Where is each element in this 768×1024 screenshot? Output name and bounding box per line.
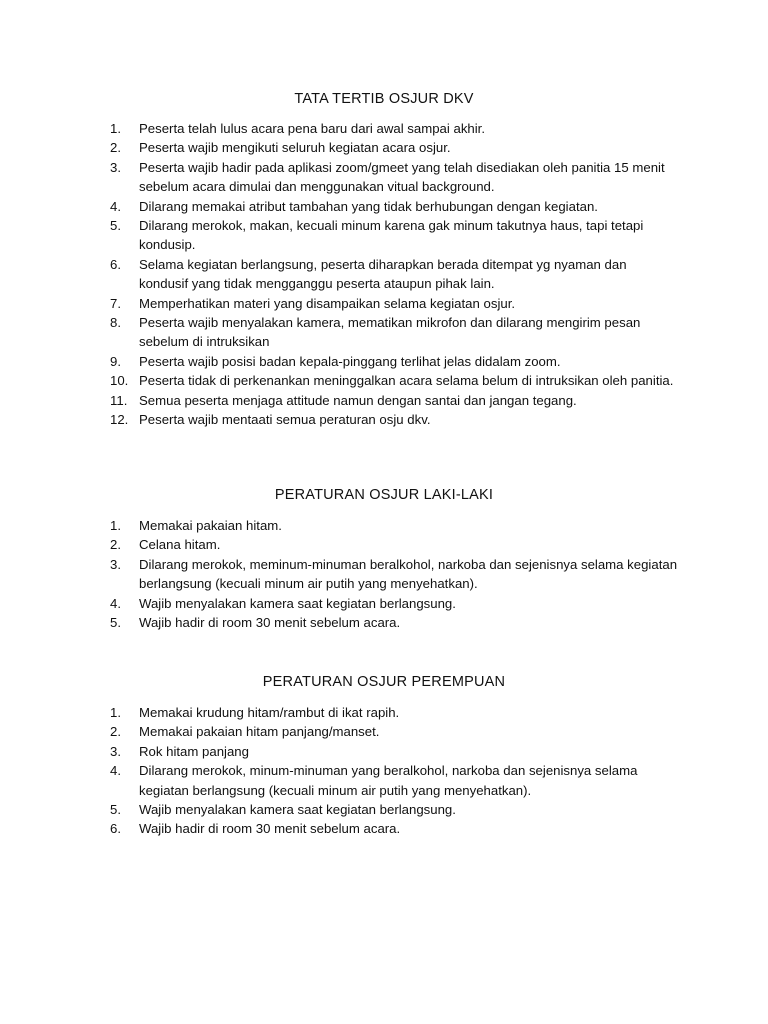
list-item-number: 2.	[110, 724, 121, 740]
list-item-text: Wajib hadir di room 30 menit sebelum acara.	[139, 615, 401, 631]
list-item-number: 3.	[110, 556, 121, 572]
list-item-text: Peserta wajib mentaati semua peraturan osju dkv.	[139, 412, 431, 428]
list-item-text: Dilarang memakai atribut tambahan yang tidak berhubungan dengan kegiatan.	[139, 198, 598, 214]
list-item-number: 5.	[110, 218, 121, 234]
list-item-number: 12.	[110, 412, 129, 428]
list-item	[0, 555, 768, 594]
section-title: PERATURAN OSJUR LAKI-LAKI	[274, 487, 494, 503]
list-item-number: 7.	[110, 295, 121, 311]
list-item	[0, 761, 768, 800]
section-tata-tertib	[0, 89, 768, 109]
list-item-text: Dilarang merokok, makan, kecuali minum karena gak minum takutnya haus, tapi tetapi kondusip.	[139, 218, 644, 253]
list-item	[0, 613, 768, 632]
list-item-number: 11.	[110, 392, 128, 408]
list-item-text: Memakai krudung hitam/rambut di ikat rapih.	[139, 705, 400, 720]
list-item-text: Wajib menyalakan kamera saat kegiatan berlangsung.	[139, 595, 456, 611]
list-item-number: 4.	[110, 763, 121, 779]
list-item-text: Memperhatikan materi yang disampaikan selama kegiatan osjur.	[139, 295, 516, 311]
list-item-number: 4.	[110, 198, 121, 214]
list-item-text: Peserta tidak di perkenankan meninggalkan acara selama belum di intruksikan oleh panitia.	[139, 373, 674, 389]
list-item-text: Selama kegiatan berlangsung, peserta diharapkan berada ditempat yg nyaman dan kondusif yang tidak mengganggu peserta ataupun pihak lain.	[139, 256, 627, 292]
list-item	[0, 371, 768, 390]
list-item-text: Peserta wajib menyalakan kamera, mematikan mikrofon dan dilarang mengirim pesan sebelum di intruksikan	[139, 315, 641, 350]
list-item	[0, 119, 768, 138]
list-item-text: Dilarang merokok, minum-minuman yang beralkohol, narkoba dan sejenisnya selama kegiatan berlangsung (kecuali minum air putih yang menyehatkan).	[139, 763, 638, 798]
section-peraturan-perempuan	[0, 672, 768, 692]
list-item-number: 5.	[110, 802, 121, 818]
list-item	[0, 352, 768, 371]
list-item-text: Semua peserta menjaga attitude namun dengan santai dan jangan tegang.	[139, 392, 577, 408]
list-item-text: Wajib hadir di room 30 menit sebelum acara.	[139, 821, 401, 837]
list-item-number: 6.	[110, 821, 121, 837]
list-item-text: Peserta wajib mengikuti seluruh kegiatan acara osjur.	[139, 140, 451, 156]
list-item-number: 2.	[110, 537, 121, 553]
list-item	[0, 800, 768, 819]
list-item	[0, 703, 768, 722]
section-title: TATA TERTIB OSJUR DKV	[294, 91, 474, 107]
list-item	[0, 294, 768, 313]
list-item	[0, 197, 768, 216]
list-item-text: Celana hitam.	[139, 537, 221, 553]
rules-list-tata-tertib	[0, 119, 768, 430]
rules-list-perempuan	[0, 703, 768, 839]
list-item	[0, 722, 768, 741]
list-item	[0, 410, 768, 429]
section-title: PERATURAN OSJUR PEREMPUAN	[262, 674, 506, 690]
list-item	[0, 158, 768, 197]
list-item	[0, 516, 768, 535]
list-item	[0, 594, 768, 613]
list-item-number: 1.	[110, 518, 121, 533]
list-item	[0, 138, 768, 157]
list-item-number: 8.	[110, 315, 121, 331]
list-item-number: 1.	[110, 121, 121, 136]
list-item	[0, 819, 768, 838]
list-item-number: 4.	[110, 595, 121, 611]
list-item-text: Memakai pakaian hitam panjang/manset.	[139, 724, 380, 740]
list-item	[0, 391, 768, 410]
rules-list-laki-laki	[0, 516, 768, 632]
list-item	[0, 535, 768, 554]
list-item-number: 3.	[110, 743, 121, 759]
list-item-text: Dilarang merokok, meminum-minuman beralkohol, narkoba dan sejenisnya selama kegiatan berlangsung (kecuali minum air putih yang menyehatkan).	[139, 556, 678, 592]
section-peraturan-laki-laki	[0, 485, 768, 505]
list-item-text: Memakai pakaian hitam.	[139, 518, 282, 533]
list-item-number: 2.	[110, 140, 121, 156]
list-item	[0, 313, 768, 352]
list-item-text: Peserta wajib posisi badan kepala-pinggang terlihat jelas didalam zoom.	[139, 353, 561, 369]
list-item-number: 10.	[110, 373, 129, 389]
list-item-text: Peserta telah lulus acara pena baru dari awal sampai akhir.	[139, 121, 486, 136]
list-item-number: 1.	[110, 705, 121, 720]
list-item-text: Wajib menyalakan kamera saat kegiatan berlangsung.	[139, 802, 456, 818]
list-item-number: 6.	[110, 256, 121, 272]
list-item	[0, 216, 768, 255]
list-item	[0, 742, 768, 761]
list-item-number: 3.	[110, 159, 121, 175]
list-item	[0, 255, 768, 294]
list-item-number: 5.	[110, 615, 121, 631]
list-item-text: Rok hitam panjang	[139, 743, 249, 759]
list-item-number: 9.	[110, 353, 121, 369]
list-item-text: Peserta wajib hadir pada aplikasi zoom/gmeet yang telah disediakan oleh panitia 15 menit sebelum acara dimulai dan menggunakan vitual background.	[139, 159, 665, 195]
